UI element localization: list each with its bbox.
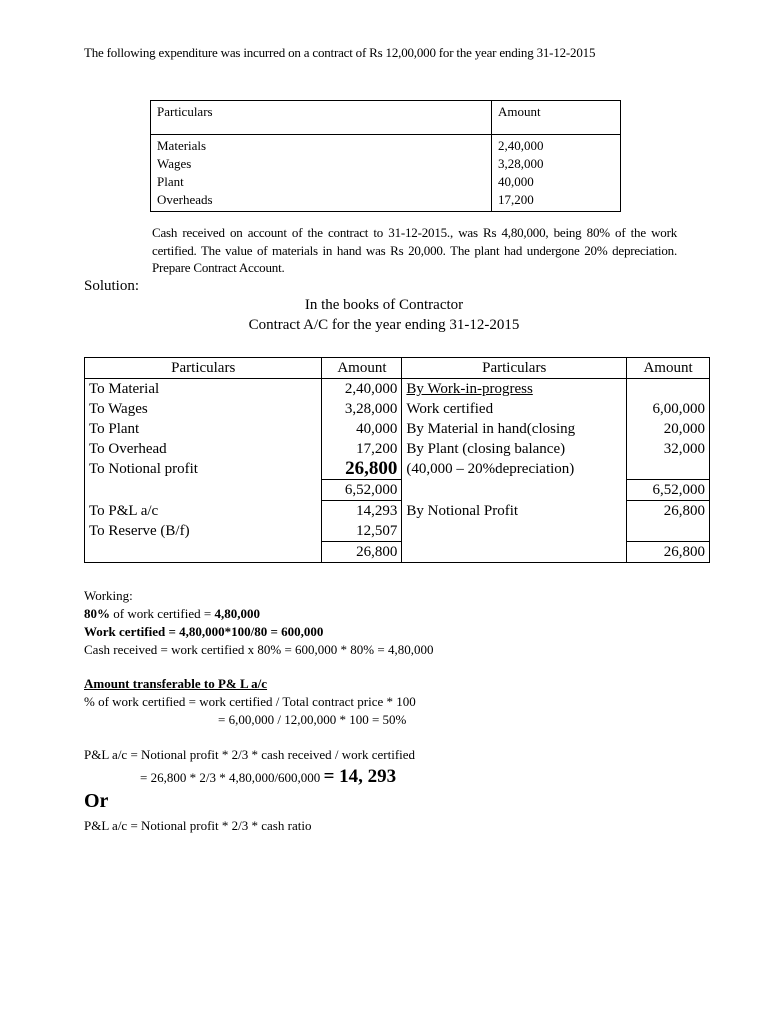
credit-label: By Plant (closing balance) [402, 439, 627, 459]
empty-cell [627, 521, 710, 542]
notional-credit-amount: 26,800 [627, 501, 710, 522]
pl-line2 [140, 766, 396, 788]
total1-left: 6,52,000 [322, 480, 402, 501]
working-line1-bold: 80% [84, 606, 110, 621]
credit-label-text: By Work-in-progress [406, 381, 533, 397]
pl-amount: 14,293 [322, 501, 402, 522]
cash-paragraph: Cash received on account of the contract to 31-12-2015., was Rs 4,80,000, being 80% of the work certified. The value of materials in hand was Rs 20,000. The plant had undergone 20% depreciation. Prepare Contract Account. [152, 225, 677, 275]
working-line1-val: 4,80,000 [214, 606, 260, 621]
pl-label: To P&L a/c [85, 501, 322, 522]
working-label: Working: [84, 588, 133, 603]
expenditure-item: Plant [157, 174, 184, 189]
debit-label: To Notional profit [85, 459, 322, 480]
debit-label: To Plant [85, 419, 322, 439]
credit-label: By Material in hand(closing [402, 419, 627, 439]
intro-paragraph: The following expenditure was incurred on a contract of Rs 12,00,000 for the year ending 31-12-2015 [84, 45, 596, 60]
credit-label [402, 379, 627, 400]
reserve-amount: 12,507 [322, 521, 402, 542]
pl-line2-value: = 14, 293 [323, 766, 397, 787]
debit-amount: 40,000 [322, 419, 402, 439]
total2-right: 26,800 [627, 542, 710, 563]
reserve-label: To Reserve (B/f) [85, 521, 322, 542]
header-credit-amount: Amount [627, 358, 710, 379]
empty-cell [85, 542, 322, 563]
working-line1 [84, 605, 684, 623]
header-particulars: Particulars [151, 101, 492, 135]
or-label: Or [84, 790, 109, 812]
pct-line1: % of work certified = work certified / Total contract price * 100 [84, 694, 416, 709]
credit-amount [627, 379, 710, 400]
solution-label: Solution: [84, 278, 140, 294]
credit-amount: 20,000 [627, 419, 710, 439]
header-debit-amount: Amount [322, 358, 402, 379]
debit-label: To Overhead [85, 439, 322, 459]
expenditure-item: Overheads [157, 192, 213, 207]
pct-line2: = 6,00,000 / 12,00,000 * 100 = 50% [218, 712, 407, 727]
credit-amount: 32,000 [627, 439, 710, 459]
working-section [84, 587, 684, 659]
credit-amount: 6,00,000 [627, 399, 710, 419]
expenditure-amount: 2,40,000 [498, 138, 544, 153]
empty-cell [402, 480, 627, 501]
notional-credit-label: By Notional Profit [402, 501, 627, 522]
empty-cell [402, 542, 627, 563]
debit-amount: 3,28,000 [322, 399, 402, 419]
expenditure-amount: 17,200 [498, 192, 534, 207]
credit-label: Work certified [402, 399, 627, 419]
working-line3: Cash received = work certified x 80% = 600,000 * 80% = 4,80,000 [84, 642, 434, 657]
expenditure-amount: 40,000 [498, 174, 534, 189]
expenditure-item: Wages [157, 156, 192, 171]
debit-label: To Material [85, 379, 322, 400]
debit-amount-notional: 26,800 [322, 459, 402, 480]
debit-label: To Wages [85, 399, 322, 419]
total2-left: 26,800 [322, 542, 402, 563]
contract-account-table [84, 357, 710, 563]
working-line2-text: Work certified = 4,80,000*100/80 = 600,000 [84, 624, 324, 639]
expenditure-amount-cell [492, 135, 621, 212]
expenditure-particulars-cell [151, 135, 492, 212]
header-amount: Amount [492, 101, 621, 135]
header-credit-particulars: Particulars [402, 358, 627, 379]
empty-cell [402, 521, 627, 542]
expenditure-table [150, 100, 621, 212]
empty-cell [85, 480, 322, 501]
working-line1-text: of work certified = [110, 606, 215, 621]
credit-label: (40,000 – 20%depreciation) [402, 459, 627, 480]
total1-right: 6,52,000 [627, 480, 710, 501]
amount-transferable-title: Amount transferable to P& L a/c [84, 676, 268, 691]
pl-line3: P&L a/c = Notional profit * 2/3 * cash ratio [84, 818, 312, 833]
pl-line1: P&L a/c = Notional profit * 2/3 * cash received / work certified [84, 747, 416, 762]
header-debit-particulars: Particulars [85, 358, 322, 379]
debit-amount: 17,200 [322, 439, 402, 459]
account-title: Contract A/C for the year ending 31-12-2015 [248, 317, 520, 333]
expenditure-item: Materials [157, 138, 207, 153]
credit-amount [627, 459, 710, 480]
pl-line2-text: = 26,800 * 2/3 * 4,80,000/600,000 [140, 770, 324, 785]
books-title: In the books of Contractor [304, 297, 464, 313]
debit-amount: 2,40,000 [322, 379, 402, 400]
expenditure-amount: 3,28,000 [498, 156, 544, 171]
working-line2 [84, 623, 684, 641]
